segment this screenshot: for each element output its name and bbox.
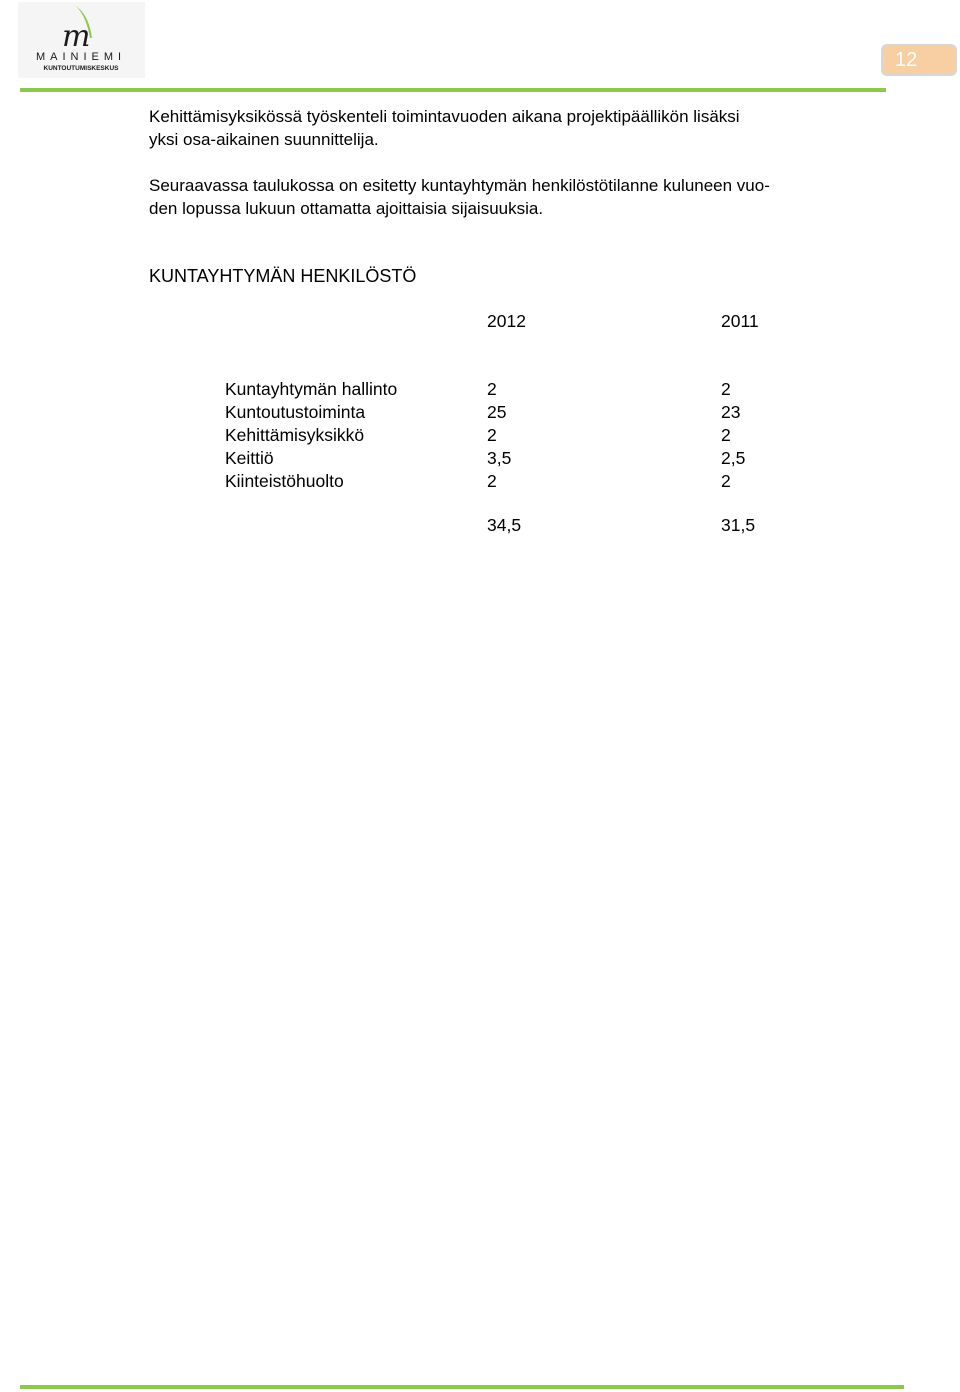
values-2012 — [487, 378, 511, 493]
logo-monogram: m — [62, 19, 91, 54]
paragraph-line: Kehittämisyksikössä työskenteli toimintavuoden aikana projektipäällikön lisäksi — [149, 107, 740, 126]
row-labels — [225, 378, 397, 493]
table-cell: 2 — [721, 471, 731, 491]
table-cell: 2 — [487, 471, 497, 491]
total-2011: 31,5 — [721, 515, 756, 535]
column-header-2011: 2011 — [721, 311, 759, 331]
table-row-label: Keittiö — [225, 448, 274, 468]
table-row-label: Kuntayhtymän hallinto — [225, 379, 398, 399]
table-cell: 25 — [487, 402, 507, 422]
table-cell: 2 — [721, 379, 731, 399]
logo-wordmark: MAINIEMI — [35, 51, 127, 63]
table-cell: 2 — [487, 425, 497, 445]
table-cell: 23 — [721, 402, 741, 422]
total-2012: 34,5 — [487, 515, 522, 535]
table-cell: 2 — [721, 425, 731, 445]
section-heading: KUNTAYHTYMÄN HENKILÖSTÖ — [149, 266, 417, 286]
table-row-label: Kuntoutustoiminta — [225, 402, 366, 422]
table-intro-paragraph — [149, 174, 770, 220]
table-cell: 2 — [487, 379, 497, 399]
header-divider — [20, 88, 886, 92]
values-2011 — [721, 378, 745, 493]
page-number-badge: 12 — [881, 44, 957, 76]
paragraph-line: Seuraavassa taulukossa on esitetty kuntayhtymän henkilöstötilanne kuluneen vuo- — [149, 176, 770, 195]
intro-paragraph — [149, 105, 740, 151]
column-header-2012: 2012 — [487, 311, 526, 331]
table-cell: 3,5 — [487, 448, 512, 468]
logo-subtitle: KUNTOUTUMISKESKUS — [43, 65, 119, 72]
paragraph-line: yksi osa-aikainen suunnittelija. — [149, 130, 379, 149]
table-cell: 2,5 — [721, 448, 746, 468]
mainiemi-logo — [18, 2, 145, 78]
table-row-label: Kehittämisyksikkö — [225, 425, 365, 445]
footer-divider — [20, 1385, 904, 1389]
table-row-label: Kiinteistöhuolto — [225, 471, 344, 491]
paragraph-line: den lopussa lukuun ottamatta ajoittaisia sijaisuuksia. — [149, 199, 544, 218]
